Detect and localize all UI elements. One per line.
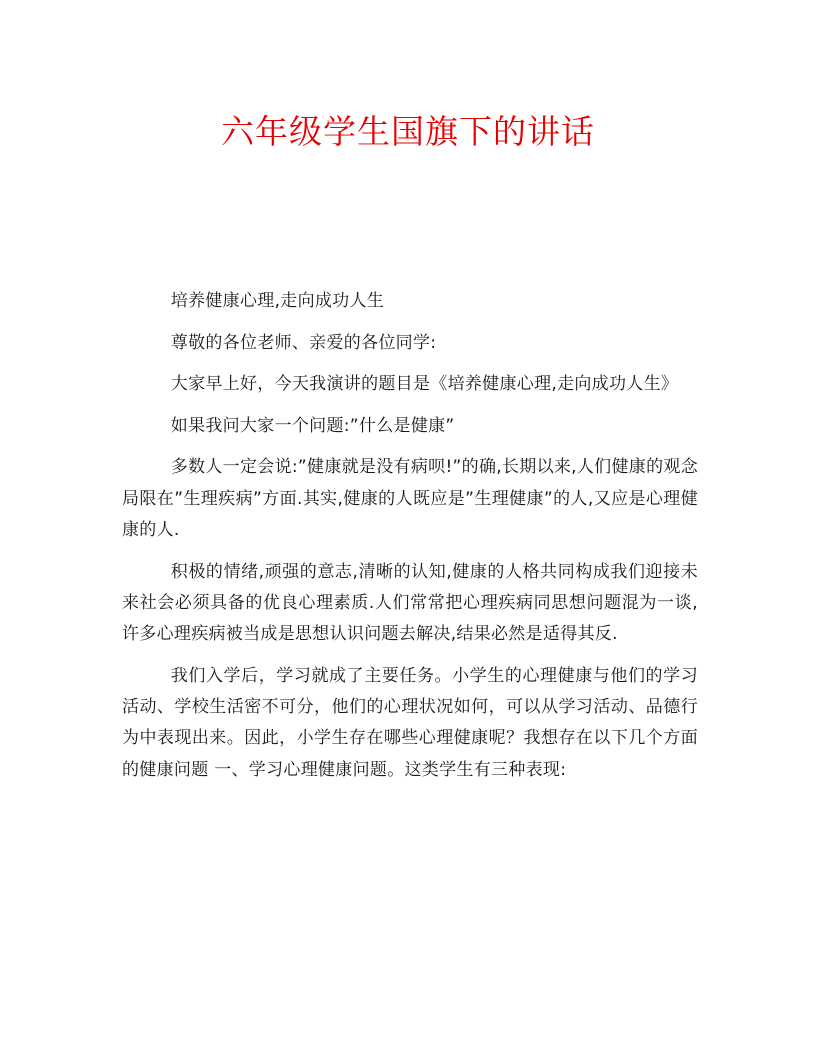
paragraph-psychological-quality: 积极的情绪,顽强的意志,清晰的认知,健康的人格共同构成我们迎接未来社会必须具备的优良心理素质.人们常常把心理疾病同思想问题混为一谈,许多心理疾病被当成是思想认识问题去解决,结果必然是适得其反. (122, 561, 698, 645)
paragraph-question: 如果我问大家一个问题:”什么是健康” (170, 415, 455, 436)
document-body (122, 286, 698, 796)
paragraph-health-concept: 多数人一定会说:”健康就是没有病呗!”的确,长期以来,人们健康的观念局限在”生理疾病”方面.其实,健康的人既应是”生理健康”的人,又应是心理健康的人. (122, 457, 698, 540)
paragraph-subtitle: 培养健康心理,走向成功人生 (170, 291, 385, 311)
paragraph-greeting: 尊敬的各位老师、亲爱的各位同学: (170, 332, 437, 353)
paragraph-intro: 大家早上好，今天我演讲的题目是《培养健康心理,走向成功人生》 (170, 374, 679, 395)
paragraph-student-issues: 我们入学后，学习就成了主要任务。小学生的心理健康与他们的学习活动、学校生活密不可分，他们的心理状况如何，可以从学习活动、品德行为中表现出来。因此，小学生存在哪些心理健康呢？我想存在以下几个方面的健康问题 一、学习心理健康问题。这类学生有三种表现: (122, 665, 698, 780)
document-title: 六年级学生国旗下的讲话 (221, 112, 595, 151)
